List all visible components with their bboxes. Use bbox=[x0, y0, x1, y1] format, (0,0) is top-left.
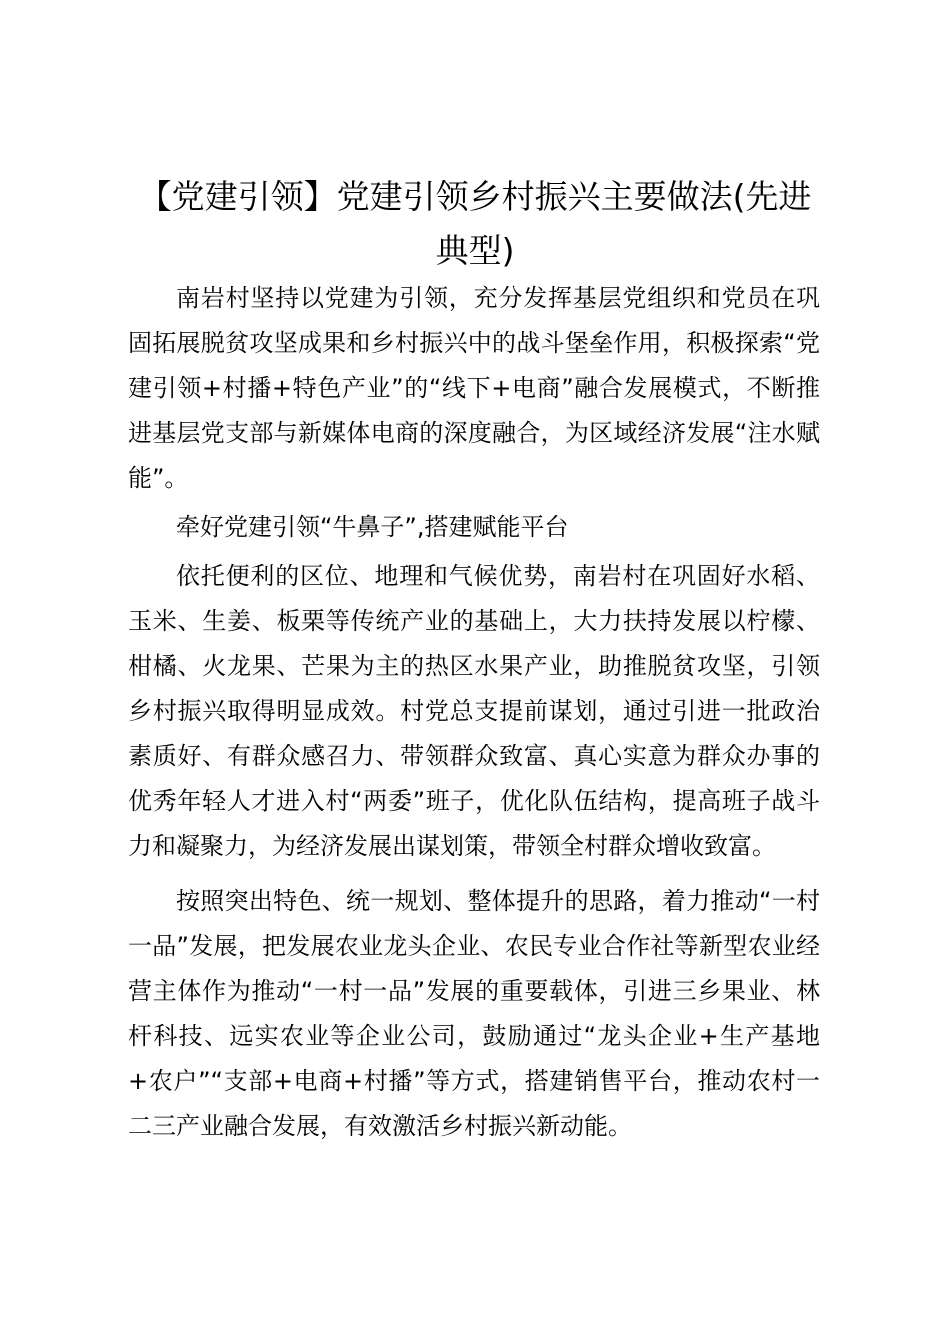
document-title: 【党建引领】党建引领乡村振兴主要做法(先进典型) bbox=[138, 177, 812, 270]
document-body bbox=[128, 276, 820, 1149]
section-heading: 牵好党建引领“牛鼻子”,搭建赋能平台 bbox=[176, 513, 569, 541]
paragraph-industry: 依托便利的区位、地理和气候优势，南岩村在巩固好水稻、玉米、生姜、板栗等传统产业的基础上，大力扶持发展以柠檬、柑橘、火龙果、芒果为主的热区水果产业，助推脱贫攻坚，引领乡村振兴取得明显成效。村党总支提前谋划，通过引进一批政治素质好、有群众感召力、带领群众致富、真心实意为群众办事的优秀年轻人才进入村“两委”班子，优化队伍结构，提高班子战斗力和凝聚力，为经济发展出谋划策，带领全村群众增收致富。 bbox=[128, 562, 820, 860]
paragraph-intro: 南岩村坚持以党建为引领，充分发挥基层党组织和党员在巩固拓展脱贫攻坚成果和乡村振兴中的战斗堡垒作用，积极探索“党建引领+村播+特色产业”的“线下+电商”融合发展模式，不断推进基层党支部与新媒体电商的深度融合，为区域经济发展“注水赋能”。 bbox=[128, 284, 820, 492]
paragraph-one-village-one-product: 按照突出特色、统一规划、整体提升的思路，着力推动“一村一品”发展，把发展农业龙头企业、农民专业合作社等新型农业经营主体作为推动“一村一品”发展的重要载体，引进三乡果业、林杆科技、远实农业等企业公司，鼓励通过“龙头企业+生产基地+农户”“支部+电商+村播”等方式，搭建销售平台，推动农村一二三产业融合发展，有效激活乡村振兴新动能。 bbox=[128, 887, 820, 1140]
